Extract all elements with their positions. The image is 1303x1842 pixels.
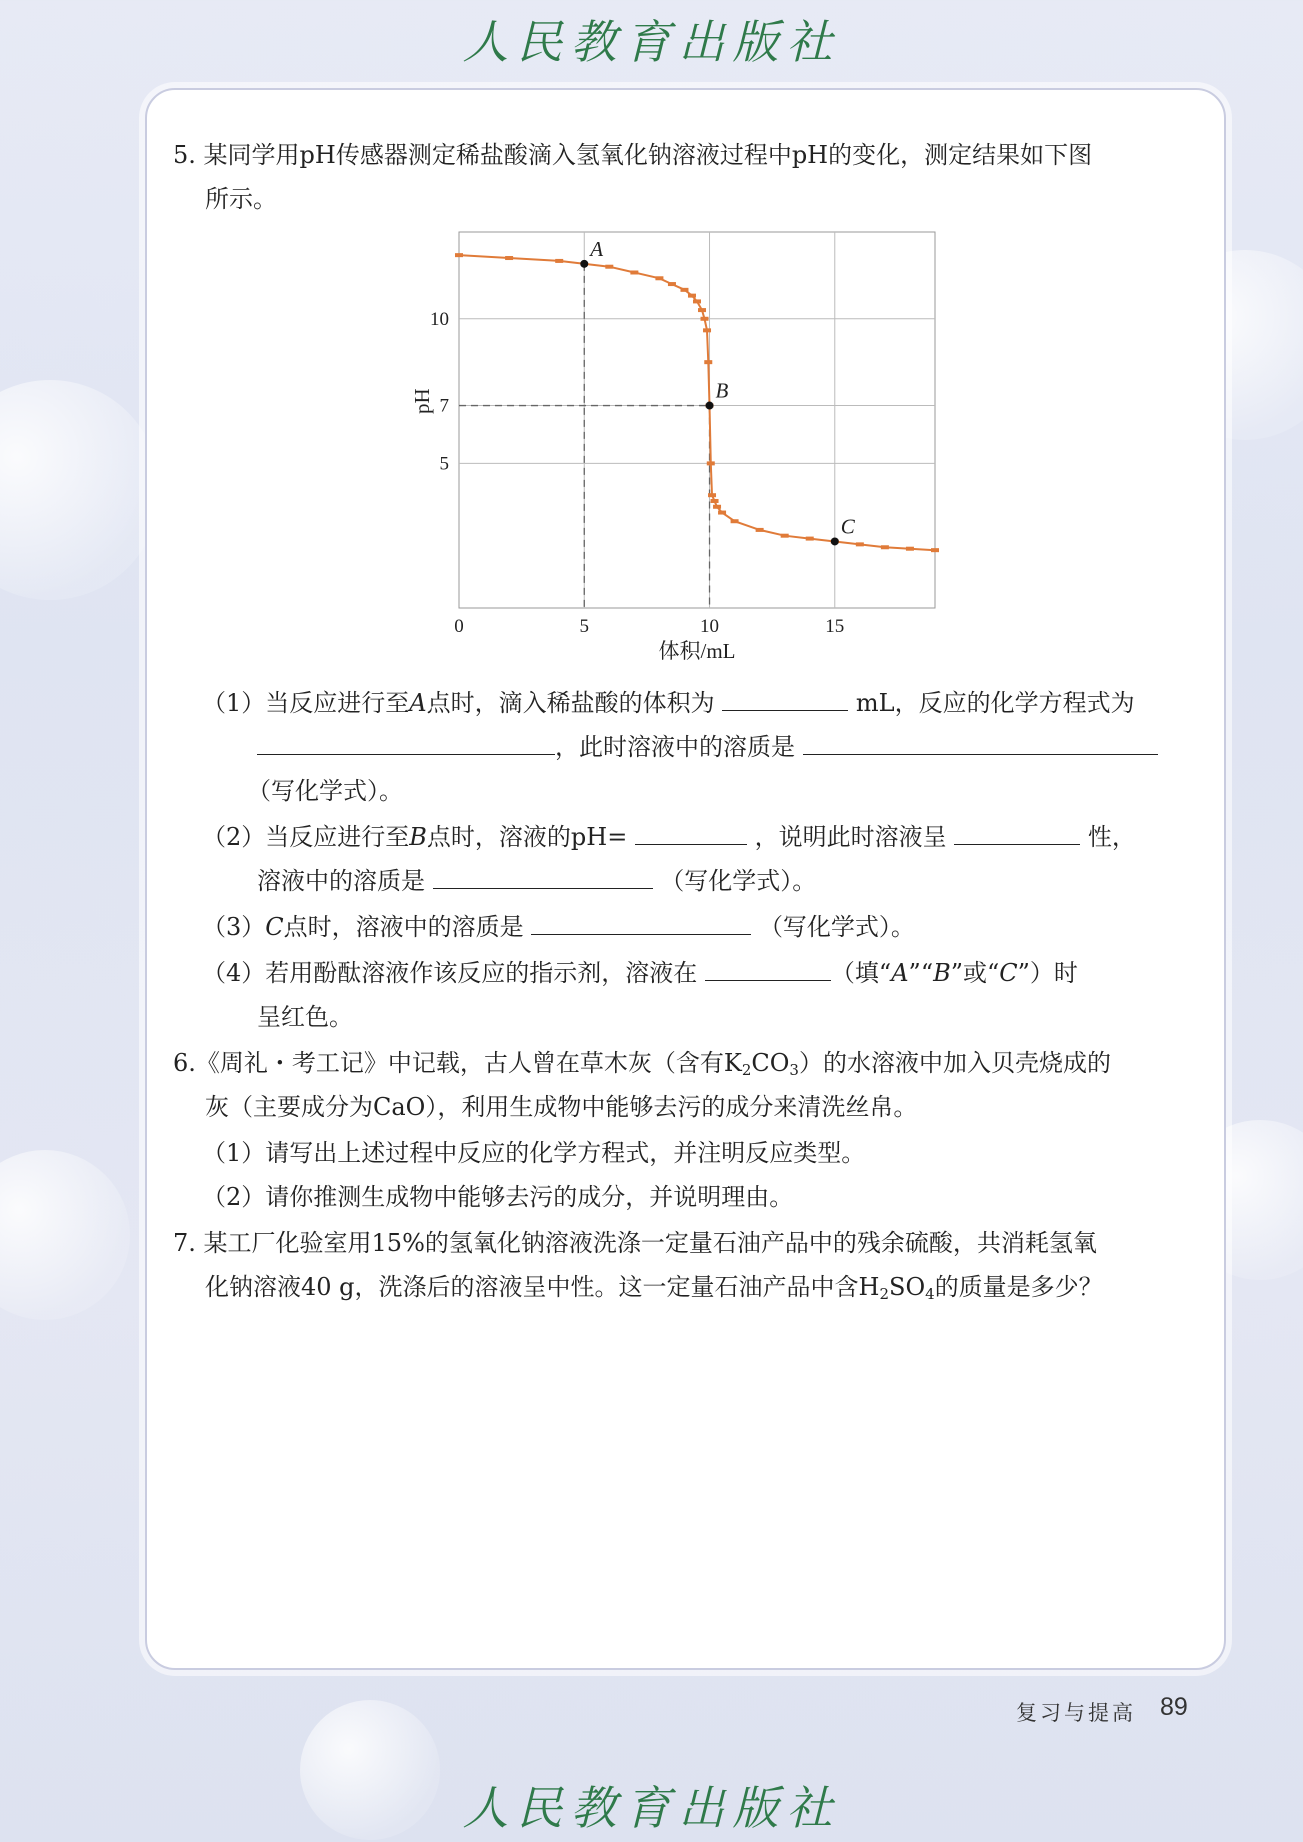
q7-stem-line2 bbox=[205, 1272, 1103, 1302]
text: SO bbox=[889, 1273, 926, 1301]
q6-stem-line2: 灰（主要成分为CaO），利用生成物中能够去污的成分来清洗丝帛。 bbox=[205, 1093, 918, 1121]
text: 点时，溶液中的溶质是 bbox=[283, 913, 524, 941]
data-marker bbox=[701, 317, 709, 321]
option-a: A bbox=[891, 959, 909, 987]
text: ”或“ bbox=[950, 959, 1000, 987]
data-marker bbox=[505, 256, 513, 260]
data-marker bbox=[906, 547, 914, 551]
data-marker bbox=[711, 499, 719, 503]
data-marker bbox=[655, 276, 663, 280]
text: 性， bbox=[1087, 823, 1136, 851]
text: （3） bbox=[202, 913, 266, 941]
data-marker bbox=[806, 537, 814, 541]
q5-part2-line2 bbox=[257, 866, 816, 896]
q6-part2: （2）请你推测生成物中能够去污的成分，并说明理由。 bbox=[202, 1183, 794, 1211]
point-label: A bbox=[409, 689, 427, 717]
q5-part1-line1 bbox=[202, 688, 1135, 718]
text: 化钠溶液40 g，洗涤后的溶液呈中性。这一定量石油产品中含H bbox=[205, 1273, 880, 1301]
text: ）的水溶液中加入贝壳烧成的 bbox=[798, 1049, 1111, 1077]
x-tick-label: 15 bbox=[825, 616, 845, 637]
text: （1）当反应进行至 bbox=[202, 689, 410, 717]
y-tick-label: 7 bbox=[439, 395, 449, 417]
data-marker bbox=[708, 493, 716, 497]
plot-frame bbox=[459, 232, 935, 608]
text: ”“ bbox=[908, 959, 934, 987]
chart-series bbox=[455, 253, 939, 552]
ph-titration-chart bbox=[402, 220, 942, 680]
subscript: 3 bbox=[789, 1061, 799, 1079]
q5-part2-line1 bbox=[202, 822, 1136, 852]
data-marker bbox=[605, 265, 613, 269]
data-marker bbox=[680, 288, 688, 292]
data-marker bbox=[704, 360, 712, 364]
x-tick-label: 0 bbox=[454, 616, 464, 637]
text: （填“ bbox=[830, 959, 892, 987]
answer-blank[interactable] bbox=[257, 732, 555, 755]
answer-blank[interactable] bbox=[954, 822, 1080, 845]
text: 的质量是多少？ bbox=[934, 1273, 1103, 1301]
text: ”）时 bbox=[1017, 959, 1078, 987]
answer-blank[interactable] bbox=[635, 822, 747, 845]
answer-blank[interactable] bbox=[531, 912, 751, 935]
data-marker bbox=[668, 282, 676, 286]
data-marker bbox=[718, 511, 726, 515]
q5-part4-line1 bbox=[202, 958, 1078, 988]
data-marker bbox=[688, 294, 696, 298]
section-label: 复习与提高 bbox=[1016, 1701, 1136, 1725]
point-label: B bbox=[409, 823, 427, 851]
text: 溶液中的溶质是 bbox=[257, 867, 425, 895]
subscript: 2 bbox=[879, 1285, 890, 1303]
subscript: 2 bbox=[741, 1061, 752, 1079]
q7-stem-line1: 7. 某工厂化验室用15%的氢氧化钠溶液洗涤一定量石油产品中的残余硫酸，共消耗氢氧 bbox=[173, 1229, 1097, 1257]
answer-blank[interactable] bbox=[803, 732, 1158, 755]
data-marker bbox=[555, 259, 563, 263]
chart-grid bbox=[459, 232, 935, 608]
q5-part1-line3: （写化学式）。 bbox=[247, 777, 403, 805]
data-marker bbox=[856, 542, 864, 546]
x-axis-label: 体积/mL bbox=[658, 639, 736, 663]
ph-curve bbox=[459, 255, 935, 550]
background-bubble bbox=[0, 380, 160, 600]
q5-stem-line1: 5. 某同学用pH传感器测定稀盐酸滴入氢氧化钠溶液过程中pH的变化，测定结果如下图 bbox=[173, 141, 1093, 169]
page-number: 89 bbox=[1160, 1693, 1188, 1721]
answer-blank[interactable] bbox=[705, 958, 831, 981]
q5-part4-line2: 呈红色。 bbox=[257, 1003, 353, 1031]
subscript: 4 bbox=[925, 1285, 935, 1303]
text: mL，反应的化学方程式为 bbox=[855, 689, 1135, 717]
chart-ticks bbox=[430, 309, 844, 637]
data-marker bbox=[713, 505, 721, 509]
text: （写化学式）。 bbox=[660, 867, 817, 895]
data-marker bbox=[630, 270, 638, 274]
text: ，此时溶液中的溶质是 bbox=[555, 733, 795, 761]
background-bubble bbox=[0, 1150, 130, 1320]
point-b bbox=[706, 402, 714, 410]
point-c bbox=[831, 537, 839, 545]
x-tick-label: 5 bbox=[579, 616, 590, 637]
data-marker bbox=[881, 545, 889, 549]
publisher-logo: 人民教育出版社 bbox=[462, 1781, 841, 1835]
option-b: B bbox=[933, 959, 951, 987]
data-marker bbox=[703, 328, 711, 332]
point-label: C bbox=[265, 913, 284, 941]
text: 点时，溶液的pH= bbox=[426, 823, 628, 851]
data-marker bbox=[698, 308, 706, 312]
point-label-b: B bbox=[715, 378, 729, 403]
y-axis-label: pH bbox=[410, 388, 434, 415]
data-marker bbox=[931, 548, 939, 552]
q5-stem-line2: 所示。 bbox=[205, 185, 277, 213]
y-tick-label: 10 bbox=[430, 308, 449, 330]
content-card bbox=[145, 88, 1226, 1670]
publisher-logo: 人民教育出版社 bbox=[462, 15, 841, 69]
data-marker bbox=[781, 534, 789, 538]
chart-guides bbox=[459, 264, 710, 608]
point-label-c: C bbox=[840, 514, 855, 539]
answer-blank[interactable] bbox=[433, 866, 653, 889]
data-marker bbox=[756, 528, 764, 532]
data-marker bbox=[731, 519, 739, 523]
answer-blank[interactable] bbox=[722, 688, 848, 711]
x-tick-label: 10 bbox=[700, 616, 720, 637]
text: 点时，滴入稀盐酸的体积为 bbox=[426, 689, 715, 717]
data-marker bbox=[455, 253, 463, 257]
q6-stem-line1 bbox=[173, 1048, 1111, 1078]
point-label-a: A bbox=[590, 236, 604, 261]
text: CO bbox=[751, 1049, 790, 1077]
data-marker bbox=[693, 299, 701, 303]
q6-part1: （1）请写出上述过程中反应的化学方程式，并注明反应类型。 bbox=[202, 1139, 866, 1167]
text: （4）若用酚酞溶液作该反应的指示剂，溶液在 bbox=[202, 959, 698, 987]
q5-part1-line2 bbox=[257, 732, 1158, 762]
q5-part3 bbox=[202, 912, 915, 942]
y-tick-label: 5 bbox=[439, 453, 449, 475]
data-marker bbox=[707, 461, 715, 465]
text: 6.《周礼・考工记》中记载，古人曾在草木灰（含有K bbox=[173, 1049, 742, 1077]
text: （2）当反应进行至 bbox=[202, 823, 410, 851]
point-a bbox=[580, 260, 588, 268]
text: （写化学式）。 bbox=[758, 913, 915, 941]
text: ，说明此时溶液呈 bbox=[754, 823, 947, 851]
option-c: C bbox=[999, 959, 1018, 987]
